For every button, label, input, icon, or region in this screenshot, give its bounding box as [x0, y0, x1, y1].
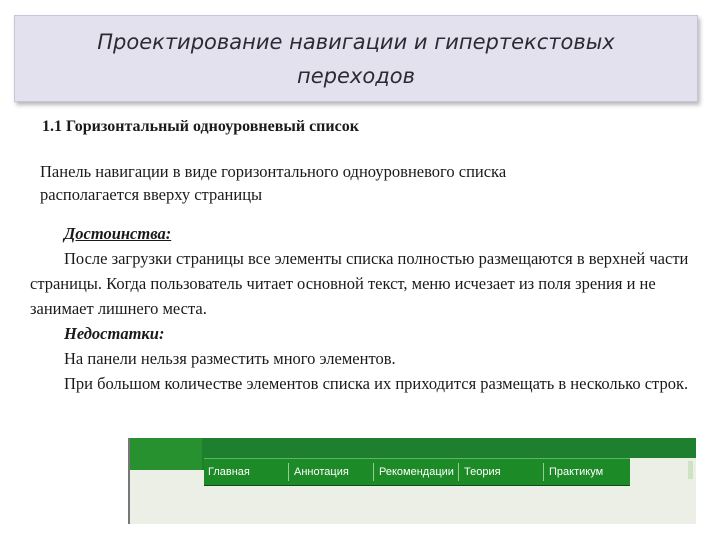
- menu-item-practice[interactable]: Практикум: [549, 466, 604, 478]
- disadvantages-paragraph-2: При большом количестве элементов списка их приходится размещать в несколько строк.: [64, 374, 689, 393]
- slide-title-line-1: Проектирование навигации и гипертекстовых: [97, 29, 615, 54]
- navigation-demo-screenshot: [128, 438, 696, 524]
- menu-separator: [543, 463, 544, 481]
- menu-item-theory[interactable]: Теория: [464, 466, 501, 478]
- menu-item-recommendations[interactable]: Рекомендации: [379, 466, 454, 478]
- menu-separator: [458, 463, 459, 481]
- menu-separator: [288, 463, 289, 481]
- disadvantages-heading-row: [30, 321, 695, 346]
- menu-item-annotation[interactable]: Аннотация: [294, 466, 349, 478]
- horizontal-menu: [204, 458, 630, 486]
- advantages-heading-row: [30, 221, 695, 246]
- body-text: [30, 221, 695, 396]
- intro-line-2: располагается вверху страницы: [40, 185, 263, 204]
- disadvantages-label: Недостатки:: [64, 324, 165, 343]
- disadvantages-paragraph-1: На панели нельзя разместить много элементов.: [64, 349, 396, 368]
- intro-paragraph: [40, 160, 680, 206]
- section-heading: 1.1 Горизонтальный одноуровневый список: [42, 118, 359, 135]
- menu-right-area: [630, 458, 696, 484]
- slide-title-line-2: переходов: [297, 63, 415, 88]
- advantages-label: Достоинства:: [64, 224, 172, 243]
- intro-line-1: Панель навигации в виде горизонтального одноуровневого списка: [40, 162, 507, 181]
- menu-separator: [373, 463, 374, 481]
- menu-item-home[interactable]: Главная: [208, 466, 250, 478]
- advantages-paragraph: После загрузки страницы все элементы списка полностью размещаются в верхней части страницы. Когда пользователь читает основной текст, меню исчезает из поля зрения и не занимает лишнего места.: [30, 249, 689, 318]
- scroll-marker: [688, 461, 693, 479]
- header-shade: [130, 438, 202, 470]
- slide-title-box: [14, 15, 698, 102]
